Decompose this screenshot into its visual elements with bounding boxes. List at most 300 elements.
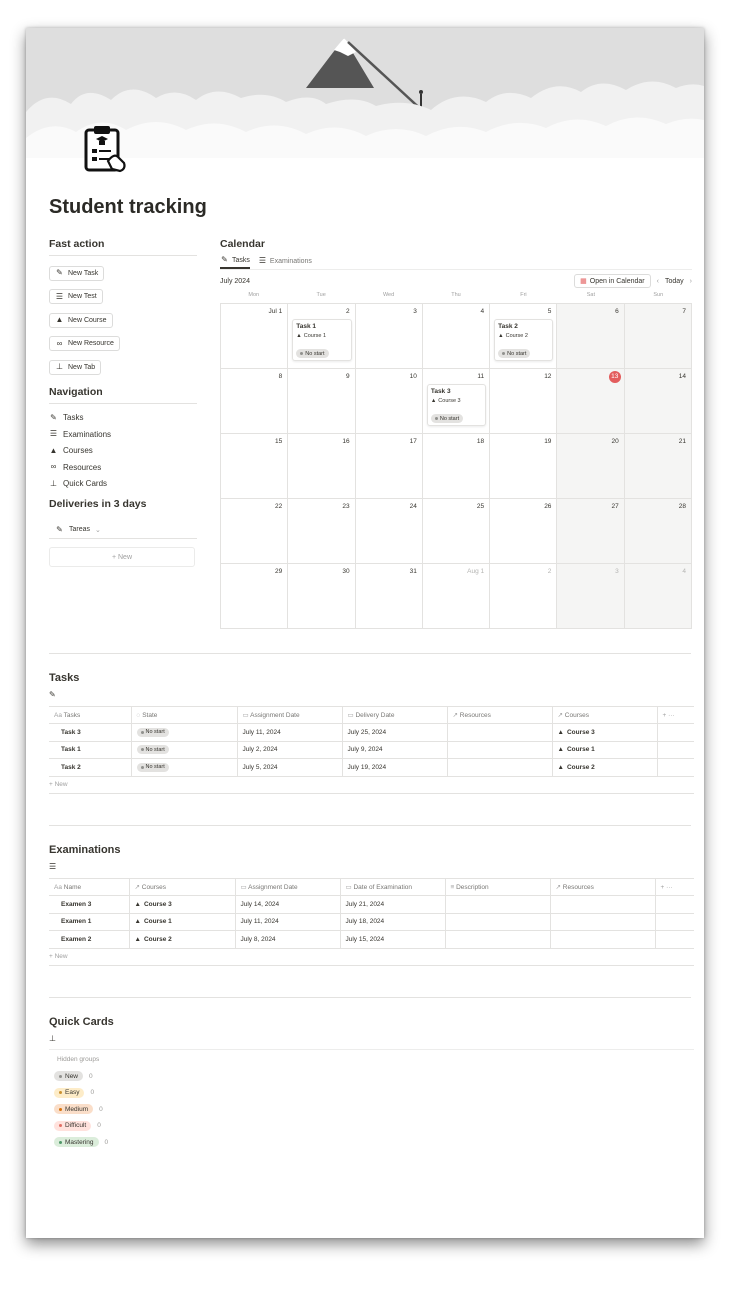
task-title: Task 3: [430, 388, 451, 395]
new-course-button[interactable]: [49, 313, 113, 328]
table-row[interactable]: [49, 759, 694, 777]
calendar-day-cell[interactable]: [288, 564, 355, 629]
column-header[interactable]: [552, 707, 657, 724]
day-number: 6: [615, 308, 619, 315]
column-label: Name: [63, 883, 82, 891]
day-number: 19: [544, 438, 552, 445]
plus-icon: +: [660, 883, 665, 891]
hidden-group-row[interactable]: [54, 1088, 694, 1099]
calendar-icon: ▭: [345, 884, 352, 891]
calendar-day-cell[interactable]: [490, 499, 557, 564]
weekday-label: Mon: [248, 292, 260, 298]
group-label: Medium: [65, 1105, 89, 1113]
open-in-calendar-button[interactable]: [574, 274, 651, 288]
exam-date-cell[interactable]: July 18, 2024: [340, 913, 445, 931]
day-number: Aug 1: [467, 568, 485, 575]
calendar-task-card[interactable]: [494, 319, 553, 361]
delivery-date-cell[interactable]: July 19, 2024: [342, 759, 447, 777]
status-dot: [141, 731, 144, 734]
empty-cell: [657, 724, 694, 742]
calendar-day-cell[interactable]: [221, 564, 288, 629]
course-label: Course 2: [143, 935, 172, 943]
calendar-icon: ▭: [240, 884, 247, 891]
calendar-day-cell[interactable]: [356, 499, 423, 564]
day-number: 26: [544, 503, 552, 510]
exam-name-cell[interactable]: Examen 3: [49, 896, 129, 914]
day-number: 5: [547, 308, 552, 315]
empty-cell: [655, 896, 694, 914]
calendar-day-cell[interactable]: [221, 304, 288, 369]
delivery-date-cell[interactable]: July 9, 2024: [342, 741, 447, 759]
table-row[interactable]: [49, 931, 694, 949]
tab-tasks[interactable]: [220, 256, 250, 269]
resources-cell[interactable]: [447, 724, 552, 742]
description-cell[interactable]: [445, 913, 550, 931]
calendar-day-cell[interactable]: [356, 564, 423, 629]
group-label: Difficult: [65, 1122, 87, 1130]
courses-cell[interactable]: [552, 724, 657, 742]
calendar-day-cell[interactable]: [625, 499, 692, 564]
deliveries-heading: Deliveries in 3 days: [49, 498, 147, 510]
calendar-view-tabs: [220, 256, 692, 270]
empty-cell: [655, 913, 694, 931]
day-number: 27: [611, 503, 619, 510]
description-cell[interactable]: [445, 931, 550, 949]
column-header[interactable]: [445, 879, 550, 896]
group-dot: [59, 1091, 62, 1094]
tab-examinations[interactable]: [258, 256, 312, 269]
assignment-date-cell[interactable]: July 8, 2024: [235, 931, 340, 949]
calendar-day-cell[interactable]: [490, 369, 557, 434]
checklist-icon: ☰: [49, 862, 57, 871]
text-icon: Aa: [54, 711, 62, 719]
new-task-button[interactable]: [49, 266, 104, 281]
weekday-label: Wed: [382, 292, 395, 298]
calendar-day-cell[interactable]: [625, 564, 692, 629]
calendar-day-cell[interactable]: [288, 499, 355, 564]
day-number: 8: [278, 373, 283, 380]
group-count: 0: [104, 1138, 109, 1146]
notion-page: [26, 28, 704, 1238]
column-label: Date of Examination: [353, 884, 413, 891]
day-number: 29: [275, 568, 283, 575]
calendar-day-cell[interactable]: [557, 434, 624, 499]
calendar-day-cell[interactable]: [356, 304, 423, 369]
courses-cell[interactable]: [129, 913, 235, 931]
calendar-day-cell[interactable]: [557, 499, 624, 564]
quick-cards-section: [49, 1016, 694, 1154]
course-label: Course 1: [143, 918, 172, 926]
chevron-down-icon: ⌄: [95, 526, 101, 534]
status-label: No start: [305, 350, 325, 357]
status-badge: [137, 763, 169, 772]
state-cell[interactable]: [131, 759, 237, 777]
status-label: No start: [507, 350, 527, 357]
clipboard-icon: [80, 123, 132, 175]
tasks-heading: Tasks: [49, 672, 80, 684]
calendar-day-cell[interactable]: [490, 564, 557, 629]
nav-label: Courses: [63, 446, 93, 456]
day-number: 17: [409, 438, 417, 445]
text-lines-icon: ≡: [450, 883, 455, 891]
more-icon: ···: [668, 711, 675, 719]
fast-action-buttons: [49, 262, 197, 380]
examinations-table: [49, 878, 694, 949]
nav-label: Examinations: [63, 429, 112, 439]
relation-icon: ↗: [555, 884, 561, 891]
course-label: Course 3: [143, 900, 172, 908]
empty-cell: [657, 759, 694, 777]
divider: [49, 653, 691, 654]
status-dot: [141, 766, 144, 769]
nav-item-quick-cards[interactable]: [49, 476, 197, 493]
calendar-icon: ▭: [347, 712, 354, 719]
column-header[interactable]: [49, 879, 129, 896]
divider: [49, 825, 691, 826]
day-number: 23: [342, 503, 350, 510]
column-header[interactable]: [447, 707, 552, 724]
assignment-date-cell[interactable]: July 11, 2024: [235, 913, 340, 931]
column-header[interactable]: [129, 879, 235, 896]
exam-name-cell[interactable]: Examen 2: [49, 931, 129, 949]
hidden-group-row[interactable]: [54, 1104, 694, 1115]
graduation-cap-icon: ▲: [134, 900, 141, 908]
state-cell[interactable]: [131, 724, 237, 742]
weekday-label: Sun: [653, 292, 664, 298]
deliveries-view-tab[interactable]: [49, 521, 197, 539]
task-name-cell[interactable]: Task 1: [49, 741, 131, 759]
calendar-icon: ▦: [580, 278, 587, 285]
nav-item-tasks[interactable]: [49, 410, 197, 427]
resources-cell[interactable]: [447, 741, 552, 759]
weekday-header: [220, 292, 692, 303]
calendar-day-cell[interactable]: [557, 369, 624, 434]
day-number: 3: [615, 568, 619, 575]
course-link[interactable]: [135, 936, 235, 943]
group-count: 0: [99, 1105, 103, 1113]
column-header[interactable]: [235, 879, 340, 896]
day-number: 22: [275, 503, 283, 510]
course-label: Course 1: [303, 333, 327, 339]
resources-cell[interactable]: [550, 896, 655, 914]
nav-item-resources[interactable]: [49, 459, 197, 476]
left-column: [49, 238, 197, 567]
column-label: State: [142, 711, 158, 719]
edit-icon: ✎: [56, 524, 63, 534]
resources-cell[interactable]: [447, 759, 552, 777]
checklist-icon: ☰: [258, 256, 266, 265]
course-link[interactable]: [135, 918, 235, 925]
column-header[interactable]: [340, 879, 445, 896]
column-header[interactable]: [131, 707, 237, 724]
calendar-day-cell[interactable]: [625, 304, 692, 369]
calendar-day-cell[interactable]: [221, 499, 288, 564]
calendar-heading: Calendar: [220, 238, 265, 250]
graduation-cap-icon: ▲: [557, 728, 564, 736]
calendar-day-cell[interactable]: [423, 564, 490, 629]
navigation-list: [49, 410, 197, 493]
weekday-label: Tue: [316, 292, 326, 298]
button-label: New Course: [68, 316, 107, 324]
new-resource-button[interactable]: [49, 336, 120, 351]
exam-date-cell[interactable]: July 21, 2024: [340, 896, 445, 914]
status-dot: [141, 748, 144, 751]
today-day-number: 13: [609, 371, 621, 383]
group-count: 0: [97, 1122, 101, 1130]
column-header[interactable]: [237, 707, 342, 724]
task-course: [431, 398, 482, 404]
new-tab-button[interactable]: [49, 360, 101, 375]
day-number: 15: [275, 438, 283, 445]
day-number: 2: [345, 308, 350, 315]
relation-icon: ↗: [134, 884, 140, 891]
pin-icon: ⊥: [50, 478, 57, 488]
column-header[interactable]: [49, 707, 131, 724]
calendar-day-cell[interactable]: [490, 434, 557, 499]
day-number: 28: [678, 503, 686, 510]
graduation-cap-icon: ▲: [296, 333, 302, 339]
column-header[interactable]: [550, 879, 655, 896]
delivery-date-cell[interactable]: July 25, 2024: [342, 724, 447, 742]
course-label: Course 3: [438, 398, 461, 404]
new-test-button[interactable]: [49, 289, 103, 304]
button-label: New Task: [68, 269, 99, 277]
group-count: 0: [90, 1089, 95, 1097]
edit-icon: ✎: [221, 255, 228, 264]
table-row[interactable]: [49, 741, 694, 759]
prev-month-icon[interactable]: ‹: [656, 277, 659, 285]
day-number: 31: [409, 568, 417, 575]
nav-label: Resources: [63, 462, 102, 472]
calendar-day-cell[interactable]: [557, 304, 624, 369]
calendar-day-cell[interactable]: [490, 304, 557, 369]
courses-cell[interactable]: [552, 741, 657, 759]
status-badge: [296, 349, 328, 358]
day-number: 16: [342, 438, 350, 445]
status-badge: [137, 728, 169, 737]
courses-cell[interactable]: [552, 759, 657, 777]
calendar-task-card[interactable]: [292, 319, 351, 361]
nav-label: Quick Cards: [63, 479, 108, 489]
page-title: Student tracking: [49, 196, 207, 218]
calendar-section: [220, 238, 692, 629]
column-label: Tasks: [63, 711, 81, 719]
link-icon: ∞: [50, 462, 57, 472]
calendar-day-cell[interactable]: [423, 304, 490, 369]
more-icon: ···: [666, 883, 673, 891]
exam-name-cell[interactable]: Examen 1: [49, 913, 129, 931]
checklist-icon: ☰: [55, 291, 64, 301]
group-dot: [59, 1141, 62, 1144]
status-label: No start: [145, 764, 165, 771]
calendar-day-cell[interactable]: [288, 434, 355, 499]
status-badge: [498, 349, 530, 358]
graduation-cap-icon: ▲: [55, 315, 64, 324]
group-dot: [59, 1108, 62, 1111]
view-label: Tareas: [69, 526, 91, 533]
hidden-group-row[interactable]: [54, 1137, 694, 1148]
column-label: Resources: [562, 884, 594, 891]
assignment-date-cell[interactable]: July 5, 2024: [237, 759, 342, 777]
group-label: Easy: [65, 1089, 80, 1097]
graduation-cap-icon: ▲: [430, 398, 437, 404]
calendar-day-cell[interactable]: [288, 304, 355, 369]
pin-icon: ⊥: [49, 1034, 694, 1050]
course-link[interactable]: [558, 746, 657, 753]
tasks-table: [49, 706, 694, 777]
edit-icon: ✎: [50, 412, 57, 422]
nav-item-examinations[interactable]: [49, 426, 197, 443]
pin-icon: ⊥: [56, 362, 63, 371]
group-dot: [59, 1075, 62, 1078]
table-row[interactable]: [49, 724, 694, 742]
day-number: 20: [611, 438, 619, 445]
resources-cell[interactable]: [550, 913, 655, 931]
calendar-day-cell[interactable]: [423, 499, 490, 564]
deliveries-new-button[interactable]: + New: [49, 547, 195, 567]
column-header[interactable]: [342, 707, 447, 724]
calendar-day-cell[interactable]: [288, 369, 355, 434]
status-icon: ◌: [136, 711, 141, 719]
column-label: Resources: [459, 712, 491, 719]
day-number: 24: [409, 503, 417, 510]
empty-cell: [657, 741, 694, 759]
assignment-date-cell[interactable]: July 2, 2024: [237, 741, 342, 759]
status-label: No start: [439, 415, 460, 422]
hidden-groups-list: [49, 1071, 694, 1148]
calendar-grid: [220, 303, 692, 629]
course-label: Course 1: [566, 746, 595, 754]
courses-cell[interactable]: [129, 931, 235, 949]
assignment-date-cell[interactable]: July 14, 2024: [235, 896, 340, 914]
tasks-new-row-button[interactable]: + New: [49, 777, 694, 794]
graduation-cap-icon: ▲: [134, 935, 141, 943]
group-tag: [54, 1088, 84, 1098]
day-number: 9: [345, 373, 350, 380]
relation-icon: ↗: [557, 712, 563, 719]
group-tag: [54, 1104, 93, 1114]
quick-cards-heading: Quick Cards: [49, 1016, 114, 1028]
add-column-button[interactable]: [655, 879, 694, 896]
link-icon: ∞: [56, 338, 63, 348]
month-label: July 2024: [220, 277, 250, 285]
column-label: Delivery Date: [355, 712, 395, 719]
day-number: 2: [547, 568, 552, 575]
relation-icon: ↗: [452, 712, 458, 719]
checklist-icon: ☰: [49, 429, 58, 439]
add-column-button[interactable]: [657, 707, 694, 724]
course-link[interactable]: [558, 764, 657, 771]
state-cell[interactable]: [131, 741, 237, 759]
day-number: 21: [678, 438, 686, 445]
table-row[interactable]: [49, 913, 694, 931]
calendar-day-cell[interactable]: [625, 369, 692, 434]
task-name-cell[interactable]: Task 3: [49, 724, 131, 742]
task-title: Task 2: [498, 323, 518, 330]
hidden-group-row[interactable]: [54, 1121, 694, 1132]
calendar-day-cell[interactable]: [356, 434, 423, 499]
day-number: Jul 1: [268, 308, 283, 315]
examinations-heading: Examinations: [49, 844, 121, 856]
weekday-label: Sat: [586, 292, 595, 298]
course-link[interactable]: [558, 729, 657, 736]
task-course: [498, 333, 549, 339]
course-label: Course 2: [566, 763, 595, 771]
status-dot: [502, 352, 505, 355]
nav-item-courses[interactable]: [49, 443, 197, 460]
tab-label: Tasks: [232, 256, 250, 264]
calendar-day-cell[interactable]: [625, 434, 692, 499]
resources-cell[interactable]: [550, 931, 655, 949]
calendar-day-cell[interactable]: [221, 434, 288, 499]
graduation-cap-icon: ▲: [557, 746, 564, 754]
day-number: 4: [682, 568, 686, 575]
button-label: New Test: [68, 293, 97, 300]
group-tag: [54, 1121, 91, 1131]
day-number: 12: [544, 373, 552, 380]
calendar-day-cell[interactable]: [423, 369, 490, 434]
hidden-group-row[interactable]: [54, 1071, 694, 1082]
task-name-cell[interactable]: Task 2: [49, 759, 131, 777]
calendar-day-cell[interactable]: [221, 369, 288, 434]
table-row[interactable]: [49, 896, 694, 914]
group-tag: [54, 1137, 99, 1147]
calendar-day-cell[interactable]: [557, 564, 624, 629]
column-label: Courses: [564, 712, 589, 719]
table-header-row: [49, 879, 694, 896]
group-tag: [54, 1071, 83, 1081]
tab-label: Examinations: [269, 257, 312, 265]
status-dot: [300, 352, 303, 355]
examinations-new-row-button[interactable]: + New: [49, 949, 694, 966]
plus-icon: +: [662, 711, 667, 719]
next-month-icon[interactable]: ›: [689, 277, 692, 285]
group-label: Mastering: [65, 1138, 94, 1146]
assignment-date-cell[interactable]: July 11, 2024: [237, 724, 342, 742]
day-number: 18: [476, 438, 485, 445]
task-course: [296, 333, 347, 339]
calendar-task-card[interactable]: [427, 384, 486, 426]
status-badge: [137, 745, 169, 754]
status-dot: [435, 417, 438, 420]
calendar-controls: [574, 274, 692, 288]
column-label: Courses: [141, 884, 166, 891]
status-label: No start: [145, 729, 165, 736]
column-label: Assignment Date: [250, 712, 300, 719]
calendar-day-cell[interactable]: [356, 369, 423, 434]
exam-date-cell[interactable]: July 15, 2024: [340, 931, 445, 949]
courses-cell[interactable]: [129, 896, 235, 914]
graduation-cap-icon: ▲: [498, 333, 504, 339]
table-header-row: [49, 707, 694, 724]
navigation-heading: Navigation: [49, 386, 197, 404]
day-number: 7: [682, 308, 686, 315]
course-label: Course 3: [566, 728, 595, 736]
calendar-toolbar: [220, 270, 692, 292]
column-label: Description: [456, 883, 489, 891]
button-label: New Tab: [68, 363, 96, 371]
day-number: 4: [480, 308, 485, 315]
description-cell[interactable]: [445, 896, 550, 914]
course-link[interactable]: [135, 901, 235, 908]
edit-icon: ✎: [56, 268, 63, 277]
tasks-database: [49, 672, 694, 794]
task-title: Task 1: [296, 323, 317, 330]
button-label: Open in Calendar: [589, 277, 645, 285]
button-label: New Resource: [68, 340, 114, 347]
calendar-day-cell[interactable]: [423, 434, 490, 499]
today-button[interactable]: Today: [664, 277, 684, 285]
